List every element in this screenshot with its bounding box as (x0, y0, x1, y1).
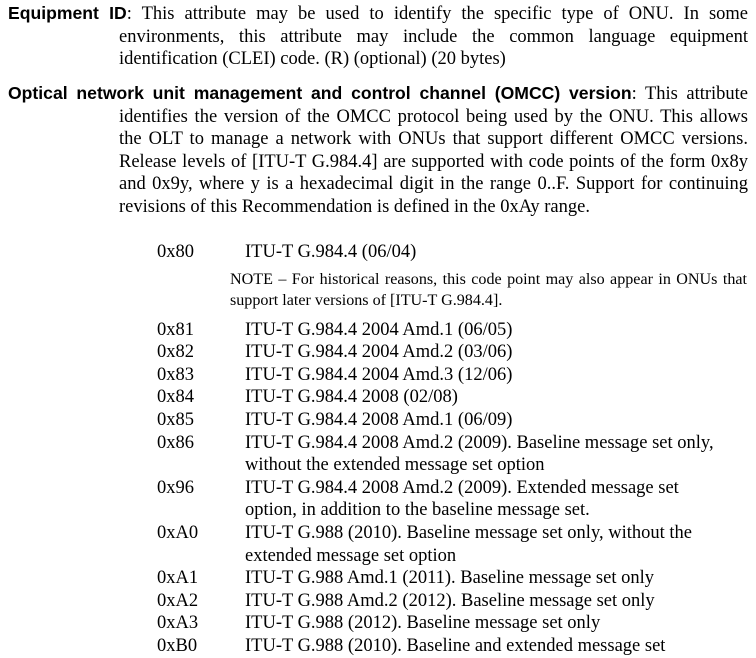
code-point-row (157, 319, 752, 342)
equipment-id-term: Equipment ID (8, 3, 127, 23)
code-point-description: ITU-T G.988 (2012). Baseline message set only (245, 613, 601, 634)
code-point: 0x81 (157, 319, 194, 340)
code-point: 0xB0 (157, 635, 198, 656)
code-point-row (157, 241, 752, 264)
code-point: 0xA2 (157, 590, 199, 611)
code-point: 0x96 (157, 477, 194, 498)
code-point-row (157, 341, 752, 364)
code-point-row (157, 612, 752, 635)
code-point-description: ITU-T G.984.4 2008 Amd.1 (06/09) (245, 409, 513, 430)
code-point-row (157, 635, 752, 658)
code-point: 0xA1 (157, 568, 199, 589)
code-point-description: ITU-T G.984.4 2004 Amd.2 (03/06) (245, 342, 513, 363)
code-point-row (157, 522, 752, 567)
code-point: 0xA0 (157, 522, 199, 543)
code-point-description: ITU-T G.984.4 2008 Amd.2 (2009). Extended message set option, in addition to the baseline message set. (245, 477, 679, 521)
historical-note: NOTE – For historical reasons, this code point may also appear in ONUs that support later versions of [ITU-T G.984.4]. (230, 270, 747, 310)
omcc-version-term: Optical network unit management and control channel (OMCC) version (8, 83, 632, 103)
code-point: 0x85 (157, 409, 194, 430)
omcc-version-paragraph (8, 82, 748, 219)
code-point-table (157, 241, 752, 658)
equipment-id-paragraph (8, 2, 748, 71)
omcc-version-description: : This attribute identifies the version of the OMCC protocol being used by the ONU. This allows the OLT to manage a network with ONUs that support different OMCC versions. Release levels of [ITU-T G.984.4] are supported with code points of the form 0x8y and 0x9y, where y is a hexadecimal digit in the range 0..F. Support for continuing revisions of this Recommendation is defined in the 0xAy range. (119, 84, 748, 217)
code-point-row (157, 432, 752, 477)
code-point-description: ITU-T G.988 (2010). Baseline message set only, without the extended message set option (245, 522, 692, 566)
code-point-description: ITU-T G.984.4 (06/04) (245, 242, 417, 262)
code-point: 0x84 (157, 387, 194, 408)
code-point-description: ITU-T G.984.4 2008 Amd.2 (2009). Baseline message set only, without the extended message set option (245, 432, 714, 476)
code-point-row (157, 567, 752, 590)
code-point: 0x82 (157, 342, 194, 363)
code-point-row (157, 590, 752, 613)
code-point-description: ITU-T G.988 (2010). Baseline and extended message set (245, 635, 666, 656)
code-point-row (157, 409, 752, 432)
code-point-description: ITU-T G.988 Amd.2 (2012). Baseline message set only (245, 590, 655, 611)
code-point-row (157, 477, 752, 522)
code-point-row (157, 386, 752, 409)
code-point: 0xA3 (157, 613, 199, 634)
code-point-description: ITU-T G.984.4 2004 Amd.3 (12/06) (245, 364, 513, 385)
code-point: 0x86 (157, 432, 194, 453)
code-point: 0x83 (157, 364, 194, 385)
code-point-description: ITU-T G.988 Amd.1 (2011). Baseline message set only (245, 568, 654, 589)
code-point-row (157, 364, 752, 387)
code-point: 0x80 (157, 242, 194, 262)
equipment-id-description: : This attribute may be used to identify the specific type of ONU. In some environments, this attribute may include the common language equipment identification (CLEI) code. (R) (optional) (20 bytes) (119, 4, 749, 70)
code-point-description: ITU-T G.984.4 2004 Amd.1 (06/05) (245, 319, 513, 340)
code-point-description: ITU-T G.984.4 2008 (02/08) (245, 387, 458, 408)
